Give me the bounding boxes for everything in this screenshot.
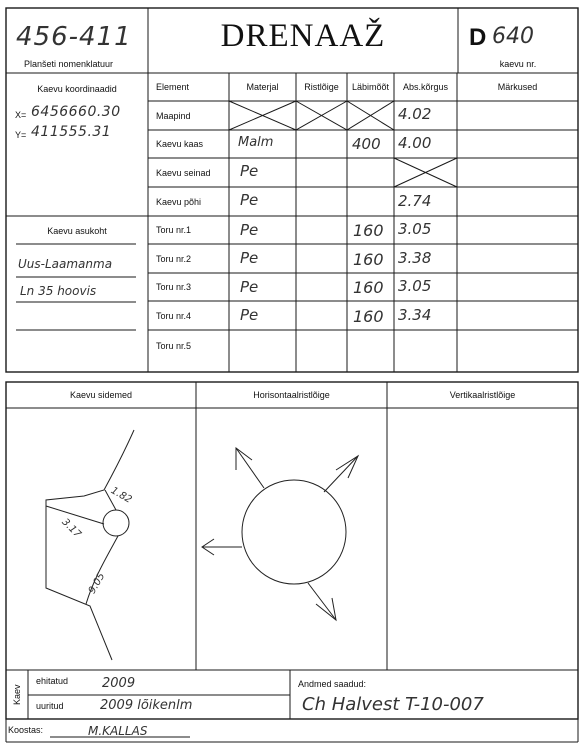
material-value: Malm	[238, 135, 274, 150]
author-value: M.KALLAS	[88, 724, 148, 738]
location-line-1: Uus-Laamanma	[18, 257, 113, 271]
well-number: 640	[492, 24, 534, 49]
coords-title: Kaevu koordinaadid	[37, 84, 117, 94]
material-value: Pe	[240, 249, 259, 267]
built-value: 2009	[102, 676, 136, 691]
col-header-cross-section: Ristlõige	[304, 82, 339, 92]
element-label: Toru nr.2	[156, 253, 192, 264]
tie-distance-1: 1.82	[108, 485, 134, 506]
element-label: Maapind	[156, 110, 191, 121]
sheet-number: 456-411	[16, 22, 132, 52]
well-prefix: D	[469, 24, 487, 51]
surveyed-label: uuritud	[36, 701, 64, 711]
location-title: Kaevu asukoht	[47, 226, 107, 236]
col-header-remarks: Märkused	[497, 82, 538, 92]
col-header-abs-height: Abs.kõrgus	[402, 82, 449, 92]
abs-height-value: 3.34	[398, 306, 432, 324]
horizontal-cross-section-sketch	[196, 408, 387, 670]
material-value: Pe	[240, 191, 259, 209]
tie-distance-2: 3.17	[59, 516, 83, 541]
material-value: Pe	[240, 162, 259, 180]
element-label: Toru nr.4	[156, 310, 192, 321]
diameter-value: 160	[353, 307, 384, 326]
material-value: Pe	[240, 221, 259, 239]
abs-height-value: 3.05	[398, 277, 432, 295]
ties-sketch	[6, 408, 196, 670]
element-label: Toru nr.5	[156, 341, 192, 351]
element-label: Kaevu kaas	[156, 139, 204, 149]
element-label: Toru nr.1	[156, 225, 192, 235]
well-side-label: Kaev	[12, 684, 22, 705]
section-vertical-title: Vertikaalristlõige	[449, 390, 516, 400]
author-label: Koostas:	[8, 725, 44, 735]
col-header-diameter: Läbimõõt	[351, 82, 390, 92]
abs-height-value: 4.02	[398, 105, 432, 123]
element-label: Toru nr.3	[156, 282, 192, 292]
abs-height-value: 2.74	[398, 192, 432, 210]
material-value: Pe	[240, 306, 259, 324]
well-label: kaevu nr.	[499, 59, 537, 69]
data-source-label: Andmed saadud:	[298, 679, 367, 689]
section-ties-title: Kaevu sidemed	[69, 390, 133, 400]
abs-height-value: 4.00	[398, 134, 432, 152]
y-label: Y=	[15, 130, 27, 140]
x-value: 6456660.30	[31, 104, 121, 120]
page-title: DRENAAŽ	[220, 18, 386, 54]
col-header-material: Materjal	[246, 82, 279, 92]
diameter-value: 160	[353, 250, 384, 269]
built-label: ehitatud	[36, 676, 69, 686]
y-value: 411555.31	[31, 124, 112, 140]
diameter-value: 400	[352, 135, 381, 153]
sheet-label: Planšeti nomenklatuur	[24, 59, 114, 69]
section-horizontal-title: Horisontaalristlõige	[253, 390, 330, 400]
element-label: Kaevu põhi	[156, 196, 202, 207]
abs-height-value: 3.05	[398, 220, 432, 238]
location-line-2: Ln 35 hoovis	[20, 284, 97, 298]
material-value: Pe	[240, 278, 259, 296]
element-label: Kaevu seinad	[156, 167, 211, 178]
diameter-value: 160	[353, 221, 384, 240]
diameter-value: 160	[353, 278, 384, 297]
surveyed-value: 2009 lõikenlm	[100, 698, 193, 713]
col-header-element: Element	[156, 82, 190, 92]
data-source-value: Ch Halvest T-10-007	[302, 694, 484, 715]
abs-height-value: 3.38	[398, 249, 432, 267]
tie-distance-3: 9.05	[86, 571, 108, 596]
x-label: X=	[15, 110, 27, 120]
